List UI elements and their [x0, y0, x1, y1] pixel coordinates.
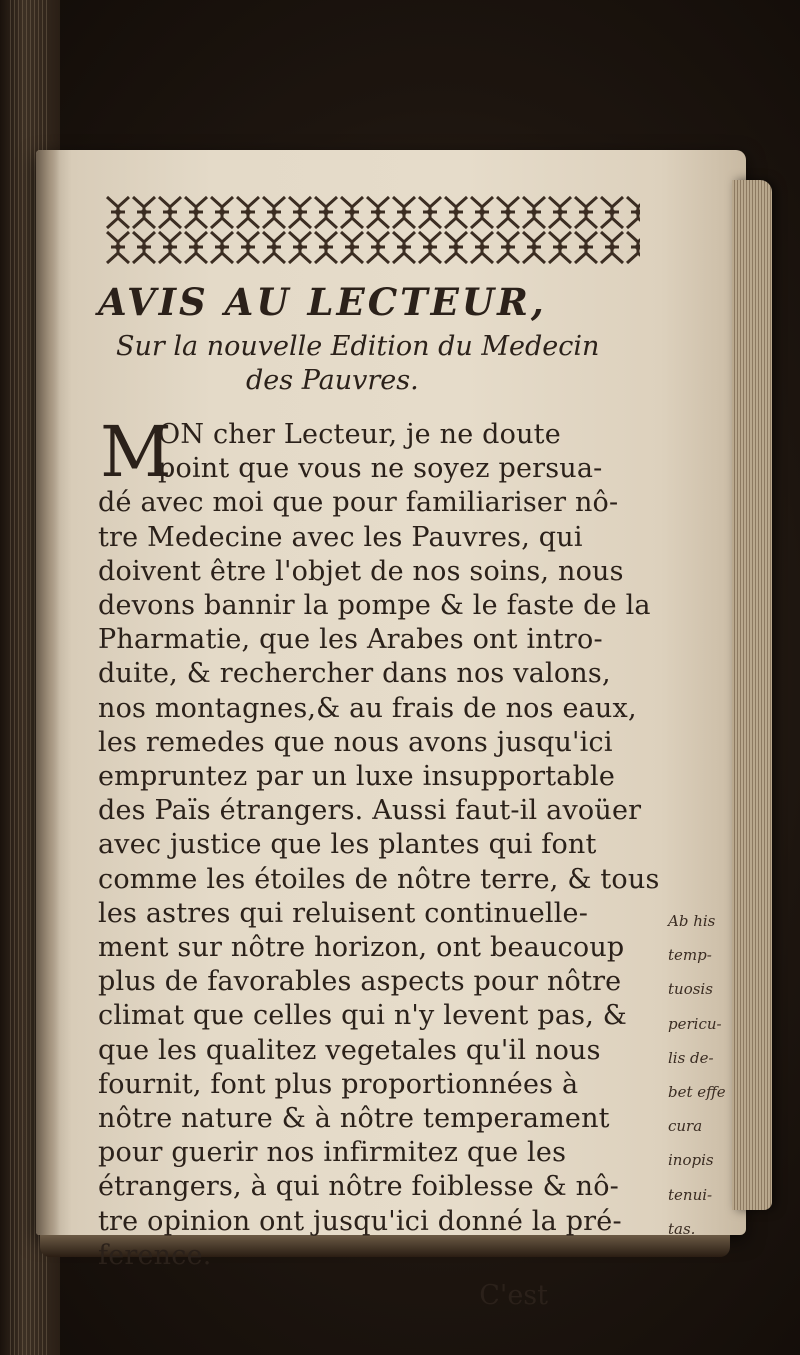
margin-note: inopis	[668, 1151, 714, 1170]
text-line: pour guerir nos infirmitez que les	[98, 1137, 567, 1169]
margin-note: tas.	[668, 1219, 696, 1238]
text-line: ment sur nôtre horizon, ont beaucoup	[98, 932, 625, 964]
margin-note: pericu-	[668, 1014, 722, 1033]
margin-note: tenui-	[668, 1185, 713, 1204]
margin-note: tuosis	[668, 980, 713, 999]
ornament-pattern	[105, 195, 640, 265]
body-text	[98, 411, 660, 1313]
text-line: ference.	[98, 1239, 212, 1271]
text-line: les astres qui reluisent continuelle-	[98, 897, 589, 929]
text-line: comme les étoiles de nôtre terre, & tous	[98, 863, 660, 895]
margin-note: temp-	[668, 946, 712, 965]
text-line: duite, & rechercher dans nos valons,	[98, 658, 611, 690]
text-line: étrangers, à qui nôtre foiblesse & nô-	[98, 1171, 619, 1203]
margin-note: bet effe	[668, 1082, 726, 1101]
drop-cap: M	[100, 411, 172, 493]
text-line: empruntez par un luxe insupportable	[98, 761, 616, 793]
page-gutter	[36, 150, 60, 1235]
margin-note: Ab his	[668, 912, 716, 930]
margin-note: cura	[668, 1117, 703, 1136]
page-heading: AVIS AU LECTEUR,	[98, 280, 547, 324]
ornament-band	[105, 195, 640, 265]
text-line: dé avec moi que pour familiariser nô-	[98, 487, 619, 519]
text-line: que les qualitez vegetales qu'il nous	[98, 1034, 601, 1066]
text-line: plus de favorables aspects pour nôtre	[98, 966, 622, 998]
text-line: fournit, font plus proportionnées à	[98, 1068, 579, 1100]
text-line: point que vous ne soyez persua-	[158, 453, 603, 485]
text-line: nos montagnes,& au frais de nos eaux,	[98, 692, 637, 724]
subtitle-line-2: des Pauvres.	[246, 365, 419, 396]
text-line: nôtre nature & à nôtre temperament	[98, 1103, 610, 1135]
text-line: doivent être l'objet de nos soins, nous	[98, 555, 624, 587]
subtitle-line-1: Sur la nouvelle Edition du Medecin	[116, 331, 600, 362]
catchword: C'est	[479, 1280, 548, 1312]
text-line: devons bannir la pompe & le faste de la	[98, 590, 651, 622]
text-line: des Païs étrangers. Aussi faut-il avoüer	[98, 795, 642, 827]
text-line: les remedes que nous avons jusqu'ici	[98, 726, 613, 758]
margin-note: lis de-	[668, 1048, 714, 1067]
text-line: tre Medecine avec les Pauvres, qui	[98, 521, 583, 553]
text-line: Pharmatie, que les Arabes ont intro-	[98, 624, 603, 656]
text-line: ON cher Lecteur, je ne doute	[158, 419, 561, 450]
text-line: tre opinion ont jusqu'ici donné la pré-	[98, 1205, 622, 1237]
marginal-notes	[668, 904, 748, 1246]
text-line: avec justice que les plantes qui font	[98, 829, 597, 861]
text-line: climat que celles qui n'y levent pas, &	[98, 1000, 627, 1032]
text-block	[98, 280, 658, 1313]
